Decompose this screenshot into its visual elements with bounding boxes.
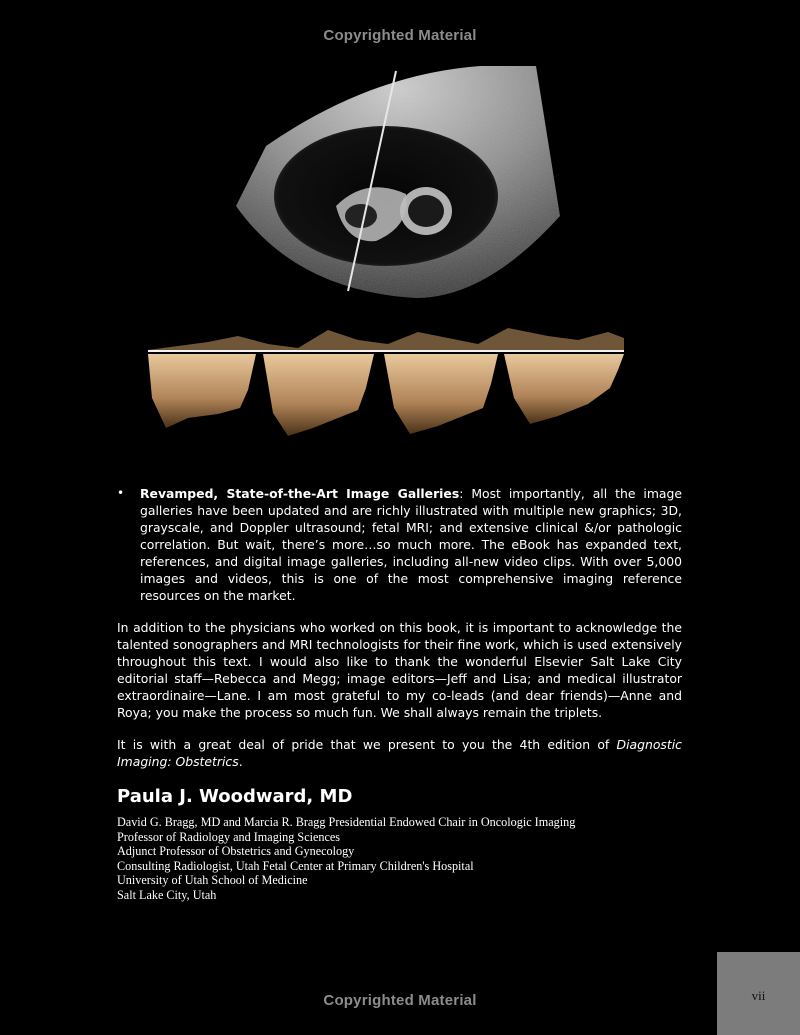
closing-end: . bbox=[238, 754, 243, 769]
affiliation-line: University of Utah School of Medicine bbox=[117, 873, 308, 888]
affiliation-line: Consulting Radiologist, Utah Fetal Center at Primary Children's Hospital bbox=[117, 858, 474, 873]
acknowledgement-paragraph: In addition to the physicians who worked on this book, it is important to acknowledge the talented sonographers and MRI technologists for their fine work, which is used extensively throughout this text. I would also like to thank the wonderful Elsevier Salt Lake City editorial staff—Rebecca and Megg; image editors—Jeff and Lisa; and medical illustrator extraordinaire—Lane. I am most grateful to my co-leads (and dear friends)—Anne and Roya; you make the process so much fun. We shall always remain the triplets. bbox=[117, 620, 682, 720]
ultrasound-image bbox=[236, 66, 560, 298]
author-name: Paula J. Woodward, MD bbox=[117, 786, 353, 807]
book-title: Diagnostic Imaging: Obstetrics bbox=[117, 737, 682, 769]
bullet-text bbox=[140, 485, 682, 604]
affiliation-line: Adjunct Professor of Obstetrics and Gynecology bbox=[117, 844, 355, 859]
bullet-body: : Most importantly, all the image galleries have been updated and are richly illustrated with multiple new graphics; 3D, grayscale, and Doppler ultrasound; fetal MRI; and extensive clinical &/or pathologic correlation. But wait, there’s more…so much more. The eBook has expanded text, references, and digital image galleries, including all-new video clips. With over 5,000 images and videos, this is one of the most comprehensive imaging reference resources on the market. bbox=[140, 486, 682, 603]
page-number: vii bbox=[751, 988, 766, 1003]
copyright-watermark-top: Copyrighted Material bbox=[323, 27, 477, 44]
affiliation-line: Professor of Radiology and Imaging Sciences bbox=[117, 829, 341, 844]
author-affiliations bbox=[117, 815, 682, 903]
affiliation-line: Salt Lake City, Utah bbox=[117, 887, 217, 902]
closing-lead: It is with a great deal of pride that we present to you the 4th edition of bbox=[117, 737, 617, 752]
copyright-watermark-bottom: Copyrighted Material bbox=[323, 992, 477, 1009]
affiliation-line: David G. Bragg, MD and Marcia R. Bragg Presidential Endowed Chair in Oncologic Imaging bbox=[117, 815, 576, 829]
page-number-box bbox=[717, 952, 800, 1035]
bullet-heading: Revamped, State-of-the-Art Image Galleries bbox=[140, 486, 460, 501]
bullet-marker: • bbox=[117, 486, 125, 500]
main-text bbox=[117, 485, 682, 903]
closing-paragraph bbox=[117, 736, 682, 770]
doppler-waveform bbox=[148, 318, 624, 450]
bullet-item bbox=[117, 485, 682, 604]
